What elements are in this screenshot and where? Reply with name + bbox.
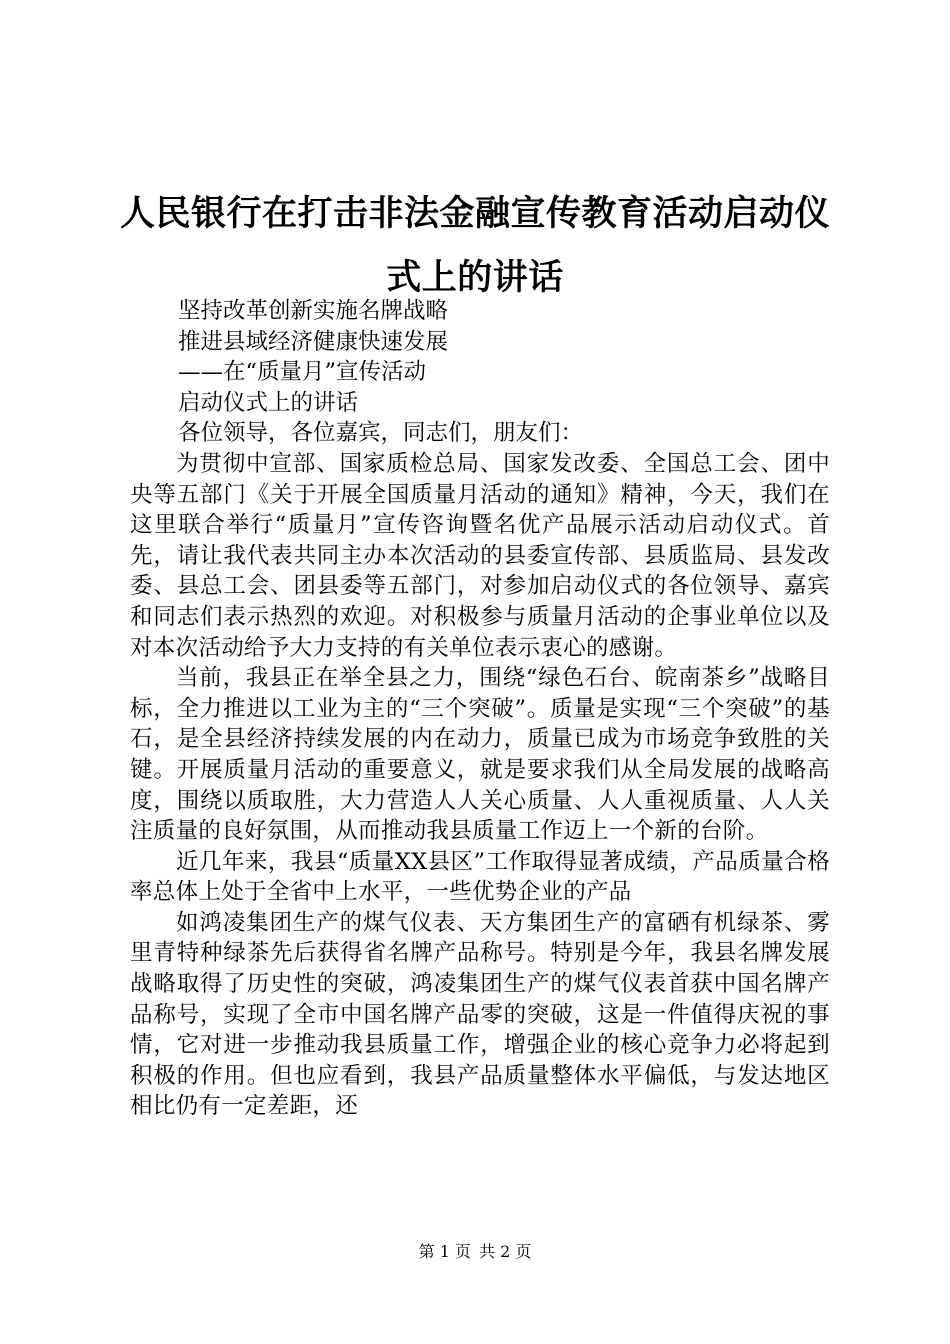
subtitle-line: 推进县域经济健康快速发展 <box>178 328 449 355</box>
page-number: 第 1 页 <box>418 1242 471 1261</box>
subtitle-line: 启动仪式上的讲话 <box>178 389 359 416</box>
paragraph: 近几年来，我县“质量XX县区”工作取得显著成绩，产品质量合格率总体上处于全省中上水平，一些优势企业的产品 <box>130 848 830 906</box>
title-line-2: 式上的讲话 <box>386 258 564 298</box>
title-line-1: 人民银行在打击非法金融宣传教育活动启动仪 <box>119 194 830 234</box>
paragraph: 如鸿凌集团生产的煤气仪表、天方集团生产的富硒有机绿茶、雾里青特种绿茶先后获得省名牌产品称号。特别是今年，我县名牌发展战略取得了历史性的突破，鸿凌集团生产的煤气仪表首获中国名牌产品称号，实现了全市中国名牌产品零的突破，这是一件值得庆祝的事情，它对进一步推动我县质量工作，增强企业的核心竞争力必将起到积极的作用。但也应看到，我县产品质量整体水平偏低，与发达地区相比仍有一定差距，还 <box>130 909 830 1120</box>
subtitle-line: 坚持改革创新实施名牌战略 <box>178 298 449 324</box>
salutation: 各位领导，各位嘉宾，同志们，朋友们： <box>178 420 584 447</box>
page-title <box>110 182 840 310</box>
page-footer <box>0 1242 950 1262</box>
subtitle-line: ——在“质量月”宣传活动 <box>178 359 427 386</box>
paragraph: 当前，我县正在举全县之力，围绕“绿色石台、皖南茶乡”战略目标，全力推进以工业为主的“三个突破”。质量是实现“三个突破”的基石，是全县经济持续发展的内在动力，质量已成为市场竞争致胜的关键。开展质量月活动的重要意义，就是要求我们从全局发展的战略高度，围绕以质取胜，大力营造人人关心质量、人人重视质量、人人关注质量的良好氛围，从而推动我县质量工作迈上一个新的台阶。 <box>130 665 830 845</box>
document-body <box>130 296 830 1122</box>
page-total: 共 2 页 <box>479 1242 532 1261</box>
paragraph: 为贯彻中宣部、国家质检总局、国家发改委、全国总工会、团中央等五部门《关于开展全国质量月活动的通知》精神，今天，我们在这里联合举行“质量月”宣传咨询暨名优产品展示活动启动仪式。首先，请让我代表共同主办本次活动的县委宣传部、县质监局、县发改委、县总工会、团县委等五部门，对参加启动仪式的各位领导、嘉宾和同志们表示热烈的欢迎。对积极参与质量月活动的企事业单位以及对本次活动给予大力支持的有关单位表示衷心的感谢。 <box>130 450 830 661</box>
